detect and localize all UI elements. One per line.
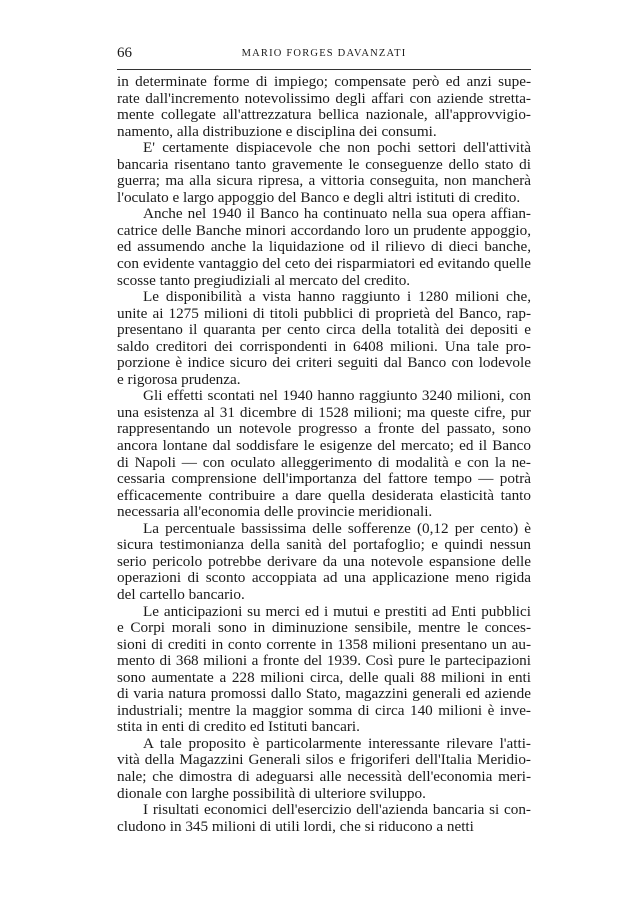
paragraph — [117, 74, 531, 140]
header-rule — [117, 69, 531, 70]
text-line: una esistenza al 31 dicembre di 1528 milioni; ma queste cifre, pur — [117, 403, 531, 421]
text-line: in determinate forme di impiego; compensate però ed anzi supe- — [117, 73, 531, 90]
paragraph — [117, 604, 531, 736]
text-line: industriali; mentre la maggior somma di circa 140 milioni è inve- — [117, 701, 531, 719]
text-line: saldo creditori dei corrispondenti in 6408 milioni. Una tale pro- — [117, 337, 531, 355]
text-line: I risultati economici dell'esercizio dell'azienda bancaria si con- — [143, 801, 531, 819]
text-line: nale; che dimostra di adeguarsi alle necessità dell'economia meri- — [117, 767, 531, 785]
text-line: presentano il quaranta per cento circa della totalità dei depositi e — [117, 321, 531, 339]
paragraph — [117, 140, 531, 206]
text-line: serio pericolo potrebbe derivare da una notevole espansione delle — [117, 552, 531, 570]
paragraph — [117, 521, 531, 604]
text-line: unite ai 1275 milioni di titoli pubblici di proprietà del Banco, rap- — [117, 304, 531, 322]
text-line: operazioni di sconto accoppiata ad una applicazione meno rigida — [117, 569, 531, 587]
text-line: porzione è indice sicuro dei criteri seguiti dal Banco con lodevole — [117, 354, 531, 372]
text-line: efficacemente contribuire a dare quella desiderata elasticità tanto — [117, 486, 531, 504]
text-line: ed assumendo anche la liquidazione od il rilievo di dieci banche, — [117, 238, 531, 256]
text-line: con evidente vantaggio del ceto dei risparmiatori ed evitando quelle — [117, 255, 531, 273]
text-line: sono aumentate a 228 milioni circa, delle quali 88 milioni in enti — [117, 668, 531, 686]
text-line: Anche nel 1940 il Banco ha continuato nella sua opera affian- — [143, 205, 531, 223]
text-line: ancora lontane dal soddisfare le esigenze del mercato; ed il Banco — [117, 437, 531, 455]
text-line: sicura testimonianza della sanità del portafoglio; e quindi nessun — [117, 536, 531, 554]
paragraph — [117, 289, 531, 388]
text-line: bancaria risentano tanto gravemente le conseguenze dello stato di — [117, 155, 531, 173]
running-head: MARIO FORGES DAVANZATI — [241, 48, 407, 59]
text-line: Le disponibilità a vista hanno raggiunto i 1280 milioni che, — [143, 288, 531, 306]
text-line: La percentuale bassissima delle sofferenze (0,12 per cento) è — [143, 519, 531, 537]
page-header — [117, 45, 531, 67]
text-line: sioni di crediti in conto corrente in 1358 milioni presentano un au- — [117, 635, 531, 653]
text-line: guerra; ma alla sicura ripresa, a vittoria conseguita, non mancherà — [117, 172, 531, 190]
paragraph — [117, 206, 531, 289]
paragraph — [117, 802, 531, 835]
body-text — [117, 74, 531, 835]
text-line: cessaria comprensione dell'importanza del fattore tempo — potrà — [117, 470, 531, 488]
text-line: necessaria all'economia delle provincie meridionali. — [117, 503, 433, 521]
text-line: di varia natura promossi dallo Stato, magazzini generali ed aziende — [117, 685, 531, 703]
text-line: e rigorosa prudenza. — [117, 370, 241, 388]
text-line: dionale con larghe possibilità di ulteriore sviluppo. — [117, 784, 426, 802]
text-line: Gli effetti scontati nel 1940 hanno raggiunto 3240 milioni, con — [143, 387, 531, 405]
text-line: stita in enti di credito ed Istituti bancari. — [117, 718, 360, 736]
text-line: Le anticipazioni su merci ed i mutui e prestiti ad Enti pubblici — [143, 602, 531, 620]
text-line: rappresentando un notevole progresso a fronte del passato, sono — [117, 420, 531, 438]
text-line: e Corpi morali sono in diminuzione sensibile, mentre le conces- — [117, 619, 531, 637]
text-line: del cartello bancario. — [117, 585, 245, 603]
paragraph — [117, 736, 531, 802]
text-line: rate dall'incremento notevolissimo degli affari con aziende stretta- — [117, 89, 531, 107]
paragraph — [117, 388, 531, 520]
text-line: namento, alla distribuzione e disciplina dei consumi. — [117, 122, 437, 140]
text-line: mento di 368 milioni a fronte del 1939. Così pure le partecipazioni — [117, 652, 531, 670]
text-line: mente collegate all'attrezzatura bellica nazionale, all'approvvigio- — [117, 106, 531, 124]
page-number: 66 — [117, 45, 132, 61]
text-line: catrice delle Banche minori accordando loro un prudente appoggio, — [117, 221, 531, 239]
text-line: scosse tanto pregiudiziali al mercato del credito. — [117, 271, 411, 289]
text-line: vità della Magazzini Generali silos e frigoriferi dell'Italia Meridio- — [117, 751, 531, 769]
text-line: A tale proposito è particolarmente interessante rilevare l'atti- — [143, 734, 531, 752]
text-line: E' certamente dispiacevole che non pochi settori dell'attività — [143, 139, 531, 157]
text-line: l'oculato e largo appoggio del Banco e degli altri istituti di credito. — [117, 188, 521, 206]
text-line: di Napoli — con oculato alleggerimento di modalità e con la ne- — [117, 453, 531, 471]
text-line: cludono in 345 milioni di utili lordi, che si riducono a netti — [117, 817, 474, 835]
